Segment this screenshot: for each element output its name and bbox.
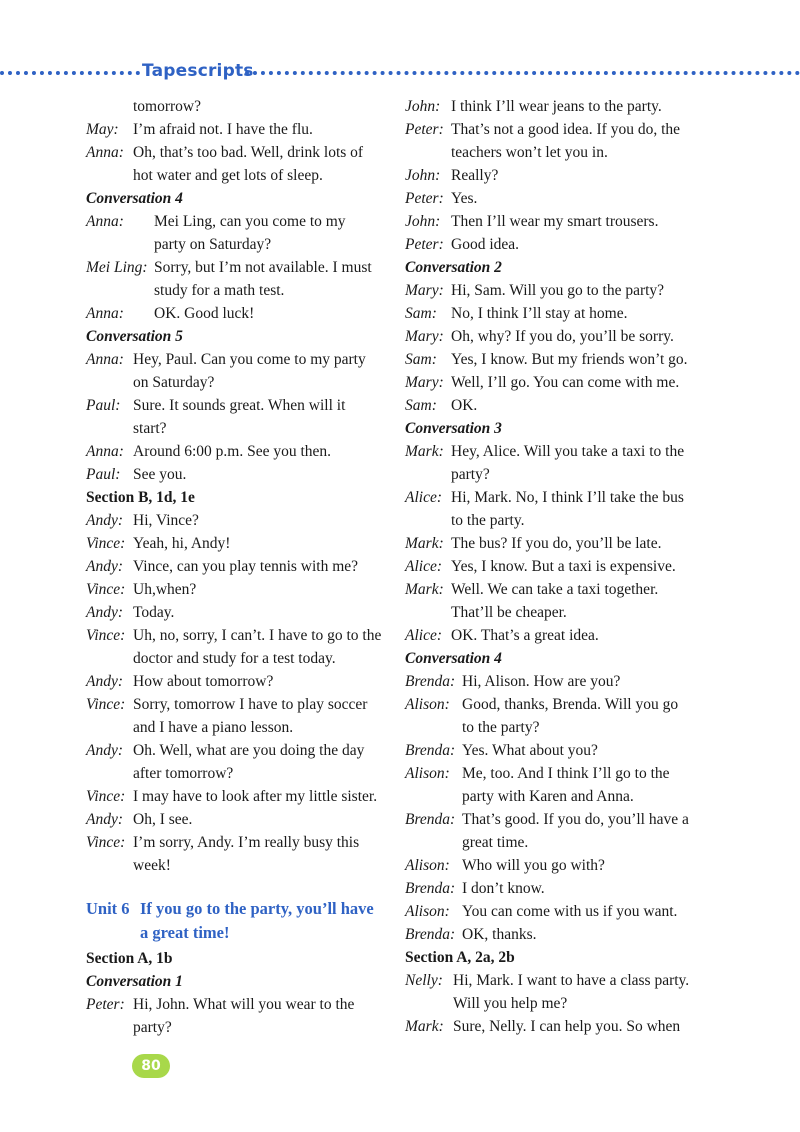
speaker-name: Vince: — [86, 581, 126, 598]
dialogue-line — [86, 670, 386, 693]
section-heading: Section A, 2a, 2b — [405, 949, 515, 966]
dialogue-line — [86, 854, 386, 877]
conversation-heading: Conversation 4 — [86, 190, 183, 207]
dialogue-line — [405, 808, 705, 831]
dialogue-text: Around 6:00 p.m. See you then. — [133, 443, 332, 460]
dialogue-text: to the party. — [451, 512, 525, 529]
dialogue-line — [86, 233, 386, 256]
dialogue-text: OK. Good luck! — [154, 305, 255, 322]
dialogue-line — [86, 95, 386, 118]
unit-title-text: a great time! — [140, 923, 230, 942]
dialogue-line — [405, 532, 705, 555]
dialogue-line — [86, 693, 386, 716]
dialogue-text: Hi, Alison. How are you? — [462, 673, 621, 690]
speaker-name: Anna: — [86, 144, 124, 161]
dialogue-text: Hi, Mark. I want to have a class party. — [453, 972, 690, 989]
dialogue-line — [86, 785, 386, 808]
dialogue-text: party? — [133, 1019, 172, 1036]
speaker-name: Anna: — [86, 305, 124, 322]
dialogue-line — [86, 509, 386, 532]
speaker-name — [405, 716, 462, 739]
dialogue-text: Hi, John. What will you wear to the — [133, 996, 355, 1013]
dialogue-line — [405, 831, 705, 854]
dialogue-text: tomorrow? — [133, 98, 202, 115]
dialogue-line — [86, 394, 386, 417]
dialogue-line — [405, 693, 705, 716]
dialogue-line — [405, 233, 705, 256]
dialogue-line — [405, 440, 705, 463]
speaker-name: John: — [405, 213, 441, 230]
dialogue-text: See you. — [133, 466, 187, 483]
speaker-name: Sam: — [405, 397, 437, 414]
speaker-name: Vince: — [86, 834, 126, 851]
speaker-name — [86, 164, 133, 187]
dialogue-text: That’s good. If you do, you’ll have a — [462, 811, 689, 828]
speaker-name: Mark: — [405, 581, 444, 598]
dialogue-text: That’s not a good idea. If you do, the — [451, 121, 681, 138]
dialogue-line — [86, 463, 386, 486]
dialogue-text: Hi, Sam. Will you go to the party? — [451, 282, 665, 299]
dialogue-line — [405, 785, 705, 808]
unit-number: Unit 6 — [86, 899, 130, 918]
dialogue-line — [405, 555, 705, 578]
speaker-name: May: — [86, 121, 119, 138]
speaker-name: Mark: — [405, 1018, 444, 1035]
dialogue-line — [405, 486, 705, 509]
dialogue-line — [86, 831, 386, 854]
speaker-name: Peter: — [405, 121, 444, 138]
speaker-name: Andy: — [86, 673, 124, 690]
dialogue-text: Yes. What about you? — [462, 742, 598, 759]
dialogue-line — [86, 371, 386, 394]
spacer — [86, 877, 386, 897]
dialogue-line — [405, 1015, 705, 1038]
dialogue-line — [86, 256, 386, 279]
dialogue-text: Good idea. — [451, 236, 520, 253]
speaker-name — [405, 509, 451, 532]
dialogue-text: Oh, why? If you do, you’ll be sorry. — [451, 328, 674, 345]
dialogue-line — [86, 808, 386, 831]
speaker-name: Alison: — [405, 903, 450, 920]
dialogue-text: Who will you go with? — [462, 857, 605, 874]
dialogue-text: Yes, I know. But my friends won’t go. — [451, 351, 688, 368]
speaker-name: Alice: — [405, 627, 443, 644]
dialogue-text: great time. — [462, 834, 529, 851]
dialogue-line — [405, 923, 705, 946]
speaker-name: Anna: — [86, 443, 124, 460]
dialogue-line — [405, 164, 705, 187]
dialogue-line — [86, 624, 386, 647]
dialogue-line — [86, 578, 386, 601]
speaker-name: Alice: — [405, 489, 443, 506]
dialogue-text: party with Karen and Anna. — [462, 788, 634, 805]
dialogue-text: Really? — [451, 167, 499, 184]
dialogue-text: Sure. It sounds great. When will it — [133, 397, 346, 414]
speaker-name: Andy: — [86, 558, 124, 575]
dialogue-text: teachers won’t let you in. — [451, 144, 608, 161]
dialogue-text: The bus? If you do, you’ll be late. — [451, 535, 662, 552]
dialogue-text: You can come with us if you want. — [462, 903, 678, 920]
dialogue-text: How about tomorrow? — [133, 673, 274, 690]
dialogue-text: Sure, Nelly. I can help you. So when — [453, 1018, 681, 1035]
speaker-name — [405, 831, 462, 854]
dialogue-text: Oh, that’s too bad. Well, drink lots of — [133, 144, 364, 161]
right-column — [405, 95, 705, 1038]
dialogue-text: I may have to look after my little sister. — [133, 788, 378, 805]
speaker-name: Peter: — [405, 190, 444, 207]
section-heading: Section A, 1b — [86, 950, 173, 967]
unit-title-text: If you go to the party, you’ll have — [140, 899, 374, 918]
dialogue-text: Vince, can you play tennis with me? — [133, 558, 359, 575]
speaker-name: Andy: — [86, 512, 124, 529]
dialogue-line — [405, 394, 705, 417]
dialogue-text: OK, thanks. — [462, 926, 537, 943]
speaker-name — [86, 647, 133, 670]
dialogue-line — [405, 210, 705, 233]
speaker-name: Alison: — [405, 696, 450, 713]
dialogue-text: Yeah, hi, Andy! — [133, 535, 231, 552]
speaker-name — [86, 716, 133, 739]
dialogue-line — [86, 739, 386, 762]
speaker-name: Nelly: — [405, 972, 443, 989]
dialogue-text: That’ll be cheaper. — [451, 604, 567, 621]
dialogue-text: Oh. Well, what are you doing the day — [133, 742, 365, 759]
dialogue-line — [405, 969, 705, 992]
conversation-heading: Conversation 4 — [405, 650, 502, 667]
unit-title — [86, 921, 386, 945]
speaker-name: Andy: — [86, 742, 124, 759]
speaker-name — [86, 233, 154, 256]
dialogue-text: hot water and get lots of sleep. — [133, 167, 323, 184]
dialogue-line — [405, 601, 705, 624]
dialogue-line — [405, 578, 705, 601]
speaker-name — [86, 371, 133, 394]
dialogue-text: Hey, Paul. Can you come to my party — [133, 351, 366, 368]
dialogue-text: Well. We can take a taxi together. — [451, 581, 659, 598]
dialogue-line — [405, 900, 705, 923]
dialogue-line — [405, 624, 705, 647]
dialogue-text: No, I think I’ll stay at home. — [451, 305, 628, 322]
dotted-rule-left — [0, 71, 140, 75]
speaker-name — [405, 141, 451, 164]
speaker-name — [86, 1016, 133, 1039]
dialogue-line — [405, 762, 705, 785]
speaker-name: Alice: — [405, 558, 443, 575]
dialogue-text: Then I’ll wear my smart trousers. — [451, 213, 659, 230]
dialogue-line — [405, 992, 705, 1015]
speaker-name — [405, 601, 451, 624]
dialogue-line — [86, 647, 386, 670]
speaker-name: Vince: — [86, 627, 126, 644]
conversation-heading: Conversation 2 — [405, 259, 502, 276]
speaker-name: Mark: — [405, 443, 444, 460]
dialogue-line — [405, 716, 705, 739]
dialogue-text: study for a math test. — [154, 282, 285, 299]
dialogue-line — [86, 417, 386, 440]
dialogue-text: Good, thanks, Brenda. Will you go — [462, 696, 679, 713]
dialogue-line — [86, 348, 386, 371]
dialogue-text: week! — [133, 857, 171, 874]
speaker-name: Mary: — [405, 374, 444, 391]
dialogue-line — [86, 279, 386, 302]
unit-title — [86, 897, 386, 921]
speaker-name: Vince: — [86, 696, 126, 713]
dialogue-text: to the party? — [462, 719, 540, 736]
speaker-name: Alison: — [405, 857, 450, 874]
speaker-name — [405, 992, 453, 1015]
dialogue-line — [86, 532, 386, 555]
dialogue-line — [86, 440, 386, 463]
page-number-badge: 80 — [132, 1054, 170, 1078]
dialogue-text: Yes, I know. But a taxi is expensive. — [451, 558, 676, 575]
dialogue-line — [405, 509, 705, 532]
speaker-name: Mark: — [405, 535, 444, 552]
dialogue-line — [405, 279, 705, 302]
dialogue-text: Well, I’ll go. You can come with me. — [451, 374, 680, 391]
speaker-name — [86, 417, 133, 440]
dialogue-line — [86, 164, 386, 187]
section-title: Tapescripts — [142, 61, 254, 81]
speaker-name: Paul: — [86, 397, 121, 414]
dialogue-text: after tomorrow? — [133, 765, 234, 782]
unit-number — [86, 921, 140, 945]
speaker-name — [86, 854, 133, 877]
dialogue-line — [405, 325, 705, 348]
dialogue-text: Mei Ling, can you come to my — [154, 213, 346, 230]
dialogue-line — [405, 371, 705, 394]
dialogue-text: party on Saturday? — [154, 236, 272, 253]
dialogue-line — [86, 716, 386, 739]
speaker-name: John: — [405, 98, 441, 115]
dialogue-text: Yes. — [451, 190, 478, 207]
dialogue-line — [405, 187, 705, 210]
speaker-name — [405, 785, 462, 808]
dialogue-text: OK. That’s a great idea. — [451, 627, 599, 644]
speaker-name: Andy: — [86, 604, 124, 621]
speaker-name — [405, 463, 451, 486]
speaker-name: Anna: — [86, 213, 124, 230]
dialogue-text: doctor and study for a test today. — [133, 650, 336, 667]
header-bar — [0, 62, 800, 82]
dialogue-text: start? — [133, 420, 167, 437]
dialogue-line — [405, 670, 705, 693]
dialogue-line — [86, 210, 386, 233]
dialogue-line — [405, 95, 705, 118]
dialogue-line — [405, 302, 705, 325]
speaker-name — [86, 279, 154, 302]
speaker-name: Mei Ling: — [86, 259, 148, 276]
dialogue-line — [86, 555, 386, 578]
dialogue-text: I don’t know. — [462, 880, 545, 897]
dialogue-line — [405, 877, 705, 900]
dialogue-text: on Saturday? — [133, 374, 215, 391]
dialogue-line — [405, 348, 705, 371]
dialogue-text: Oh, I see. — [133, 811, 193, 828]
dialogue-text: Hey, Alice. Will you take a taxi to the — [451, 443, 685, 460]
dialogue-text: OK. — [451, 397, 478, 414]
dialogue-text: Uh,when? — [133, 581, 197, 598]
dialogue-text: Sorry, but I’m not available. I must — [154, 259, 372, 276]
left-column — [86, 95, 386, 1039]
dotted-rule-right — [245, 71, 800, 75]
speaker-name — [86, 762, 133, 785]
speaker-name: Alison: — [405, 765, 450, 782]
dialogue-text: Sorry, tomorrow I have to play soccer — [133, 696, 368, 713]
dialogue-line — [86, 601, 386, 624]
speaker-name: Anna: — [86, 351, 124, 368]
dialogue-text: Hi, Vince? — [133, 512, 199, 529]
speaker-name: Peter: — [86, 996, 125, 1013]
speaker-name: Peter: — [405, 236, 444, 253]
dialogue-text: Hi, Mark. No, I think I’ll take the bus — [451, 489, 684, 506]
speaker-name — [86, 95, 133, 118]
dialogue-text: Will you help me? — [453, 995, 568, 1012]
section-heading: Section B, 1d, 1e — [86, 489, 195, 506]
speaker-name: Sam: — [405, 351, 437, 368]
dialogue-line — [86, 762, 386, 785]
speaker-name: Vince: — [86, 788, 126, 805]
speaker-name: Sam: — [405, 305, 437, 322]
speaker-name: Andy: — [86, 811, 124, 828]
speaker-name: Vince: — [86, 535, 126, 552]
dialogue-line — [405, 739, 705, 762]
speaker-name: Brenda: — [405, 673, 456, 690]
speaker-name: Brenda: — [405, 880, 456, 897]
dialogue-line — [405, 118, 705, 141]
speaker-name: Brenda: — [405, 742, 456, 759]
dialogue-text: I’m afraid not. I have the flu. — [133, 121, 313, 138]
conversation-heading: Conversation 1 — [86, 973, 183, 990]
conversation-heading: Conversation 5 — [86, 328, 183, 345]
speaker-name: Brenda: — [405, 926, 456, 943]
dialogue-line — [405, 141, 705, 164]
dialogue-line — [405, 854, 705, 877]
conversation-heading: Conversation 3 — [405, 420, 502, 437]
speaker-name: Mary: — [405, 282, 444, 299]
speaker-name: John: — [405, 167, 441, 184]
speaker-name: Brenda: — [405, 811, 456, 828]
dialogue-line — [86, 118, 386, 141]
dialogue-text: Uh, no, sorry, I can’t. I have to go to the — [133, 627, 382, 644]
dialogue-text: Today. — [133, 604, 175, 621]
dialogue-text: I think I’ll wear jeans to the party. — [451, 98, 662, 115]
dialogue-text: and I have a piano lesson. — [133, 719, 294, 736]
dialogue-text: I’m sorry, Andy. I’m really busy this — [133, 834, 360, 851]
dialogue-text: Me, too. And I think I’ll go to the — [462, 765, 670, 782]
dialogue-line — [405, 463, 705, 486]
dialogue-line — [86, 993, 386, 1016]
speaker-name: Mary: — [405, 328, 444, 345]
dialogue-text: party? — [451, 466, 490, 483]
speaker-name: Paul: — [86, 466, 121, 483]
dialogue-line — [86, 1016, 386, 1039]
dialogue-line — [86, 302, 386, 325]
dialogue-line — [86, 141, 386, 164]
